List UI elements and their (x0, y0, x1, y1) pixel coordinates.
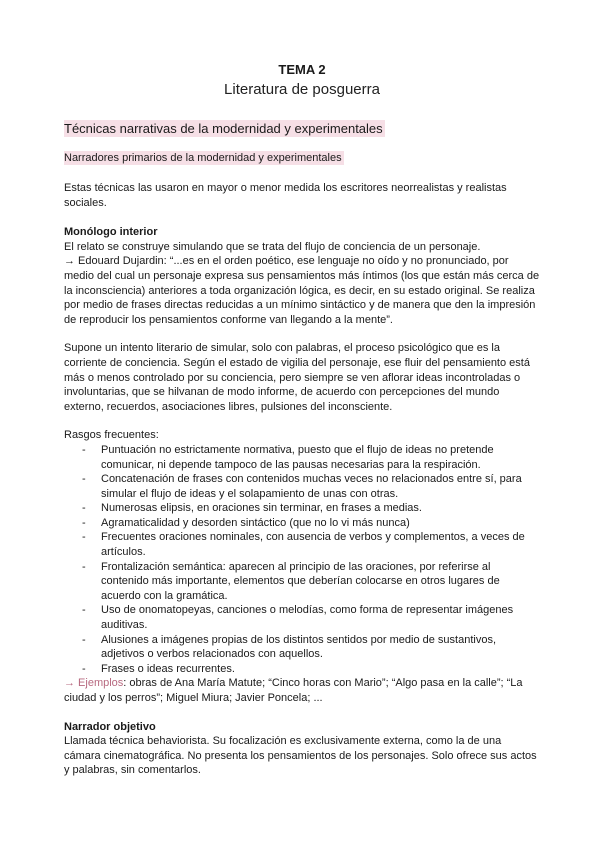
list-item-text: Frontalización semántica: aparecen al principio de las oraciones, por referirse al contenido más importante, elementos que deberían colocarse en otros lugares de acuerdo con la gramática. (101, 560, 500, 602)
list-dash: - (82, 560, 86, 573)
list-item (64, 603, 540, 632)
monologo-paragraph-2: Supone un intento literario de simular, solo con palabras, el proceso psicológico que es la corriente de conciencia. Según el estado de vigilia del personaje, ese fluir del pensamiento está más o menos controlado por su conciencia, pero siempre se ven aflorar ideas incontroladas o involuntarias, que se hilvanan de modo informe, de acuerdo con percepciones del mundo externo, recuerdos, asociaciones libres, pulsiones del inconsciente. (64, 342, 530, 413)
list-dash: - (82, 443, 86, 456)
monologo-block (64, 225, 540, 327)
monologo-paragraph-1: El relato se construye simulando que se trata del flujo de conciencia de un personaje. (64, 240, 481, 253)
dujardin-quote: → Edouard Dujardin: “...es en el orden poético, ese lenguaje no oído y no pronunciado, por medio del cual un personaje expresa sus pensamientos más íntimos (los que están más cerca de la inconsciencia) anteriores a toda organización lógica, es decir, en su estado original. Se realiza por medio de frases directas reducidas a un mínimo sintáctico y de manera que den la impresión de reproducir los pensamientos conforme van llegando a la mente”. (64, 255, 540, 326)
section-heading (64, 120, 540, 138)
monologo-heading: Monólogo interior (64, 226, 158, 239)
page-subtitle: Literatura de posguerra (224, 81, 380, 98)
list-item-text: Numerosas elipsis, en oraciones sin terminar, en frases a medias. (101, 502, 422, 515)
section-subheading-text: Narradores primarios de la modernidad y experimentales (64, 152, 342, 164)
ejemplos-text: : obras de Ana María Matute; “Cinco horas con Mario”; “Algo pasa en la calle”; “La ciudad y los perros”; Miguel Miura; Javier Poncela; ... (64, 677, 523, 704)
list-item (64, 560, 540, 604)
list-item (64, 516, 540, 531)
list-dash: - (82, 633, 86, 646)
list-item-text: Puntuación no estrictamente normativa, puesto que el flujo de ideas no pretende comunicar, ni depende tampoco de las pausas necesarias para la respiración. (101, 443, 494, 471)
list-item-text: Concatenación de frases con contenidos muchas veces no relacionados entre sí, para simular el flujo de ideas y el solapamiento de unas con otras. (101, 473, 522, 500)
list-dash: - (82, 604, 86, 617)
ejemplos-link[interactable]: → Ejemplos (64, 677, 124, 690)
page-title: TEMA 2 (278, 62, 326, 77)
list-item (64, 501, 540, 516)
section-heading-text: Técnicas narrativas de la modernidad y experimentales (64, 121, 383, 136)
list-dash: - (82, 516, 86, 529)
list-item-text: Alusiones a imágenes propias de los distintos sentidos por medio de sustantivos, adjetivos o verbos relacionados con aquellos. (101, 633, 497, 661)
list-item (64, 530, 540, 559)
narrador-block (64, 720, 540, 778)
list-item-text: Uso de onomatopeyas, canciones o melodías, como forma de representar imágenes auditivas. (101, 604, 514, 632)
section-subheading (64, 151, 540, 166)
list-dash: - (82, 502, 86, 515)
list-item (64, 443, 540, 472)
rasgos-label: Rasgos frecuentes: (64, 429, 159, 442)
document-page (64, 62, 540, 778)
narrador-heading: Narrador objetivo (64, 720, 156, 733)
list-item (64, 472, 540, 501)
list-item (64, 633, 540, 662)
list-item (64, 662, 540, 677)
narrador-paragraph: Llamada técnica behaviorista. Su focalización es exclusivamente externa, como la de una cámara cinematográfica. No presenta los pensamientos de los personajes. Solo ofrece sus actos y palabras, sin comentarlos. (64, 735, 537, 777)
list-item-text: Frecuentes oraciones nominales, con ausencia de verbos y complementos, a veces de artículos. (101, 531, 525, 559)
list-item-text: Frases o ideas recurrentes. (101, 662, 235, 675)
list-dash: - (82, 473, 86, 486)
list-dash: - (82, 531, 86, 544)
rasgos-list (64, 443, 540, 677)
list-item-text: Agramaticalidad y desorden sintáctico (que no lo vi más nunca) (101, 516, 410, 529)
ejemplos-line (64, 676, 540, 705)
intro-paragraph: Estas técnicas las usaron en mayor o menor medida los escritores neorrealistas y realistas sociales. (64, 182, 507, 209)
list-dash: - (82, 662, 86, 675)
